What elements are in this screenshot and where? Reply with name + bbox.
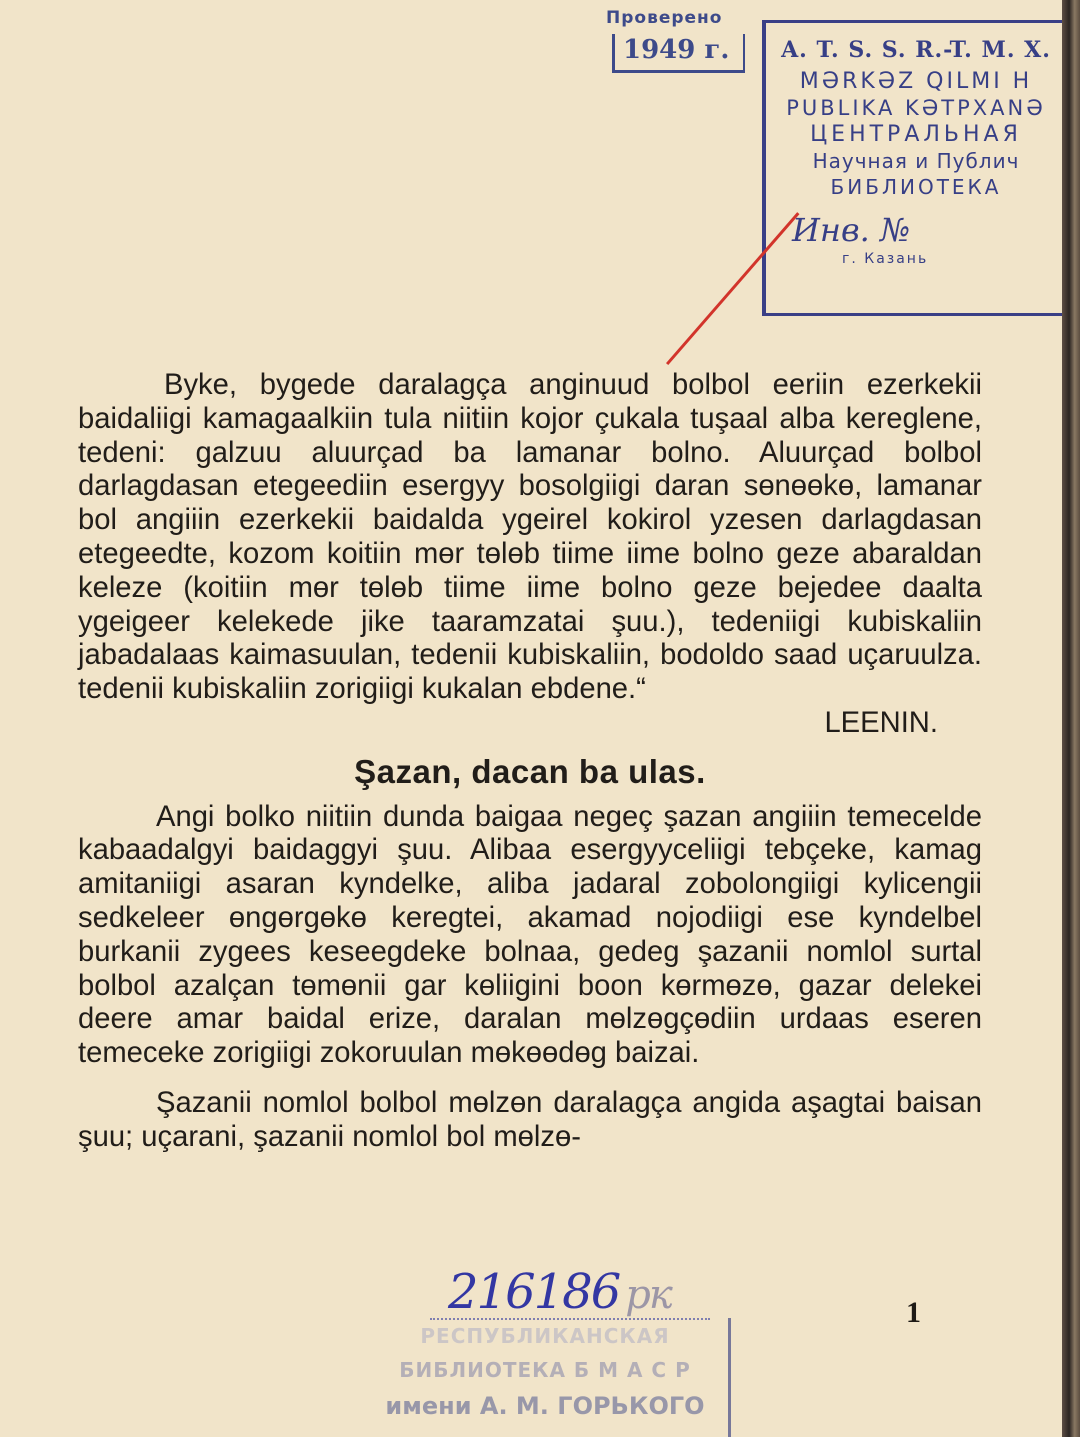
library-stamp-line: ЦЕНТРАЛЬНАЯ [810, 122, 1022, 147]
inspection-stamp [604, 8, 738, 72]
book-spine-edge [1062, 0, 1080, 1437]
quote-author: LEENIN. [824, 706, 938, 739]
page-number: 1 [906, 1296, 921, 1329]
handwritten-inventory-code [448, 1264, 671, 1320]
bottom-stamp-line: имени А. М. ГОРЬКОГО [385, 1392, 705, 1420]
library-stamp-line: A. T. S. S. R.-T. M. X. [781, 37, 1051, 63]
body-paragraph: Angi bolko niitiin dunda baigaa negeç şazan angiiin temecelde kabaadalgyi baidaggyi şuu. Alibaa esergyyceliigi tebçeke, kamag amitaniigi asaran kyndelke, aliba jadaral zobolongiigi kylicengii sedkeleer өngөrgөkө keregtei, akamad nojodiigi ese kyndelbel burkanii zygees keseegdeke bolnaa, gedeg şazanii nomlol surtal bolbol azalçan tөmөnii gar kөliigini boon kөrmөzө, gazar delekei deere amar baidal erize, daralan mөlzөgçөdiin urdaas eseren temeceke zorigiigi zokoruulan mөkөөdөg baizai. [78, 800, 982, 1070]
inspection-stamp-year: 1949 г. [612, 34, 745, 73]
handwritten-code: 216186 [448, 1264, 620, 1320]
inspection-stamp-label: Проверено [606, 8, 723, 28]
page-text [78, 369, 982, 1155]
handwritten-suffix: рк [625, 1272, 671, 1318]
body-paragraph: Şazanii nomlol bolbol mөlzөn daralagça angida aşagtai baisan şuu; uçarani, şazanii nomlol bol mөlzө- [78, 1086, 982, 1153]
library-stamp-city: г. Казань [842, 251, 929, 267]
quote-signature-row [78, 707, 938, 741]
library-stamp [762, 20, 1066, 316]
stamp-border [728, 1318, 731, 1437]
quote-paragraph: Byke, bygede daralagça anginuud bolbol eeriin ezerkekii baidaliigi kamagaalkiin tula niitiin kojor çukala tuşaal alba kereglene, tedeni: galzuu aluurçad ba lamanar bolno. Aluurçad bolbol darlagdasan etegeediin esergyy bosolgiigi daran sөnөөkө, lamanar bol angiiin ezerkekii baidalda ygeirel kokirol yzesen darlagdasan etegeedte, kozom koitiin mөr tөlөb tiime iime bolno geze abaraldan keleze (koitiin mөr tөlөb tiime iime bolno geze bejedee daalta ygeigeer kelekede jike taaramzatai şuu.), tedeniigi kubiskaliin jabadalaas kaimasuulan, tedenii kubiskaliin, bodoldo saad uçaruulza. tedenii kubiskaliin zorigiigi kukalan ebdene.“ [78, 369, 982, 706]
library-stamp-line: MƏRKƏZ QILMI H [799, 69, 1033, 94]
bottom-stamp-line: РЕСПУБЛИКАНСКАЯ [420, 1324, 670, 1348]
bottom-library-stamp [350, 1318, 740, 1437]
library-stamp-inventory: Инв. № [792, 211, 911, 249]
section-heading: Şazan, dacan ba ulas. [354, 752, 706, 790]
bottom-stamp-line: БИБЛИОТЕКА Б М А С Р [399, 1358, 691, 1382]
library-stamp-line: PUBLIKA KƏTPXANƏ [786, 96, 1046, 120]
library-stamp-line: БИБЛИОТЕКА [830, 175, 1002, 199]
library-stamp-line: Научная и Публич [812, 149, 1020, 173]
